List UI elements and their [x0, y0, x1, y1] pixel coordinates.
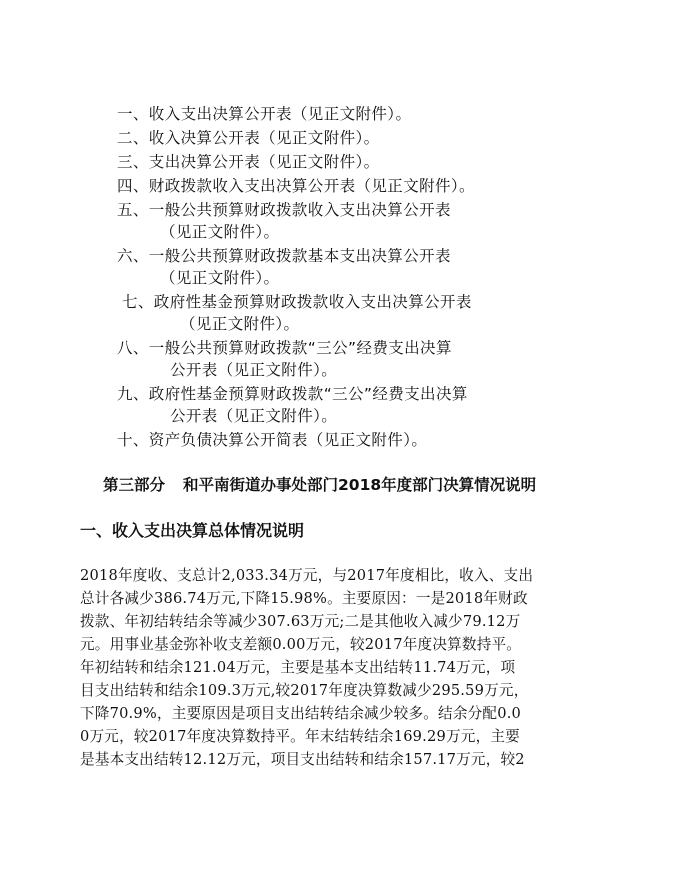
- paragraph-line-8: 0万元，较2017年度决算数持平。年末结转结余169.29万元，主要: [80, 728, 520, 745]
- attachment-item-6: 六、一般公共预算财政拨款基本支出决算公开表: [117, 247, 451, 265]
- attachment-item-3: 三、支出决算公开表（见正文附件）。: [117, 153, 380, 171]
- attachment-item-10: 十、资产负债决算公开简表（见正文附件）。: [117, 431, 428, 449]
- paragraph-line-9: 是基本支出结转12.12万元，项目支出结转和结余157.17万元，较2: [80, 751, 525, 768]
- section-heading: 一、收入支出决算总体情况说明: [80, 521, 305, 540]
- attachment-item-5: 五、一般公共预算财政拨款收入支出决算公开表: [117, 201, 451, 219]
- attachment-item-7: 七、政府性基金预算财政拨款收入支出决算公开表: [122, 293, 472, 311]
- part-title-text: 和平南街道办事处部门2018年度部门决算情况说明: [183, 476, 537, 494]
- paragraph-line-5: 年初结转和结余121.04万元，主要是基本支出结转11.74万元，项: [80, 659, 516, 676]
- part-label: 第三部分: [103, 476, 166, 494]
- paragraph-line-3: 拨款、年初结转结余等减少307.63万元;二是其他收入减少79.12万: [80, 613, 521, 630]
- attachment-item-2: 二、收入决算公开表（见正文附件）。: [117, 129, 380, 147]
- attachment-item-5-cont: （见正文附件）。: [160, 223, 280, 241]
- attachment-item-7-cont: （见正文附件）。: [180, 315, 300, 333]
- attachment-item-4: 四、财政拨款收入支出决算公开表（见正文附件）。: [117, 177, 475, 195]
- attachment-item-8-cont: 公开表（见正文附件）。: [170, 361, 338, 379]
- part-three-title: [103, 475, 536, 495]
- paragraph-line-7: 下降70.9%，主要原因是项目支出结转结余减少较多。结余分配0.0: [80, 705, 522, 722]
- attachment-item-6-cont: （见正文附件）。: [160, 269, 280, 287]
- attachment-item-9-cont: 公开表（见正文附件）。: [170, 407, 338, 425]
- paragraph-line-4: 元。用事业基金弥补收支差额0.00万元，较2017年度决算数持平。: [80, 636, 522, 653]
- attachment-item-8: 八、一般公共预算财政拨款“三公”经费支出决算: [117, 339, 452, 357]
- paragraph-line-6: 目支出结转和结余109.3万元,较2017年度决算数减少295.59万元，: [80, 682, 529, 699]
- attachment-item-9: 九、政府性基金预算财政拨款“三公”经费支出决算: [117, 385, 468, 403]
- paragraph-line-1: 2018年度收、支总计2,033.34万元，与2017年度相比，收入、支出: [80, 567, 534, 584]
- attachment-item-1: 一、收入支出决算公开表（见正文附件）。: [117, 105, 412, 123]
- paragraph-line-2: 总计各减少386.74万元,下降15.98%。主要原因：一是2018年财政: [80, 590, 528, 607]
